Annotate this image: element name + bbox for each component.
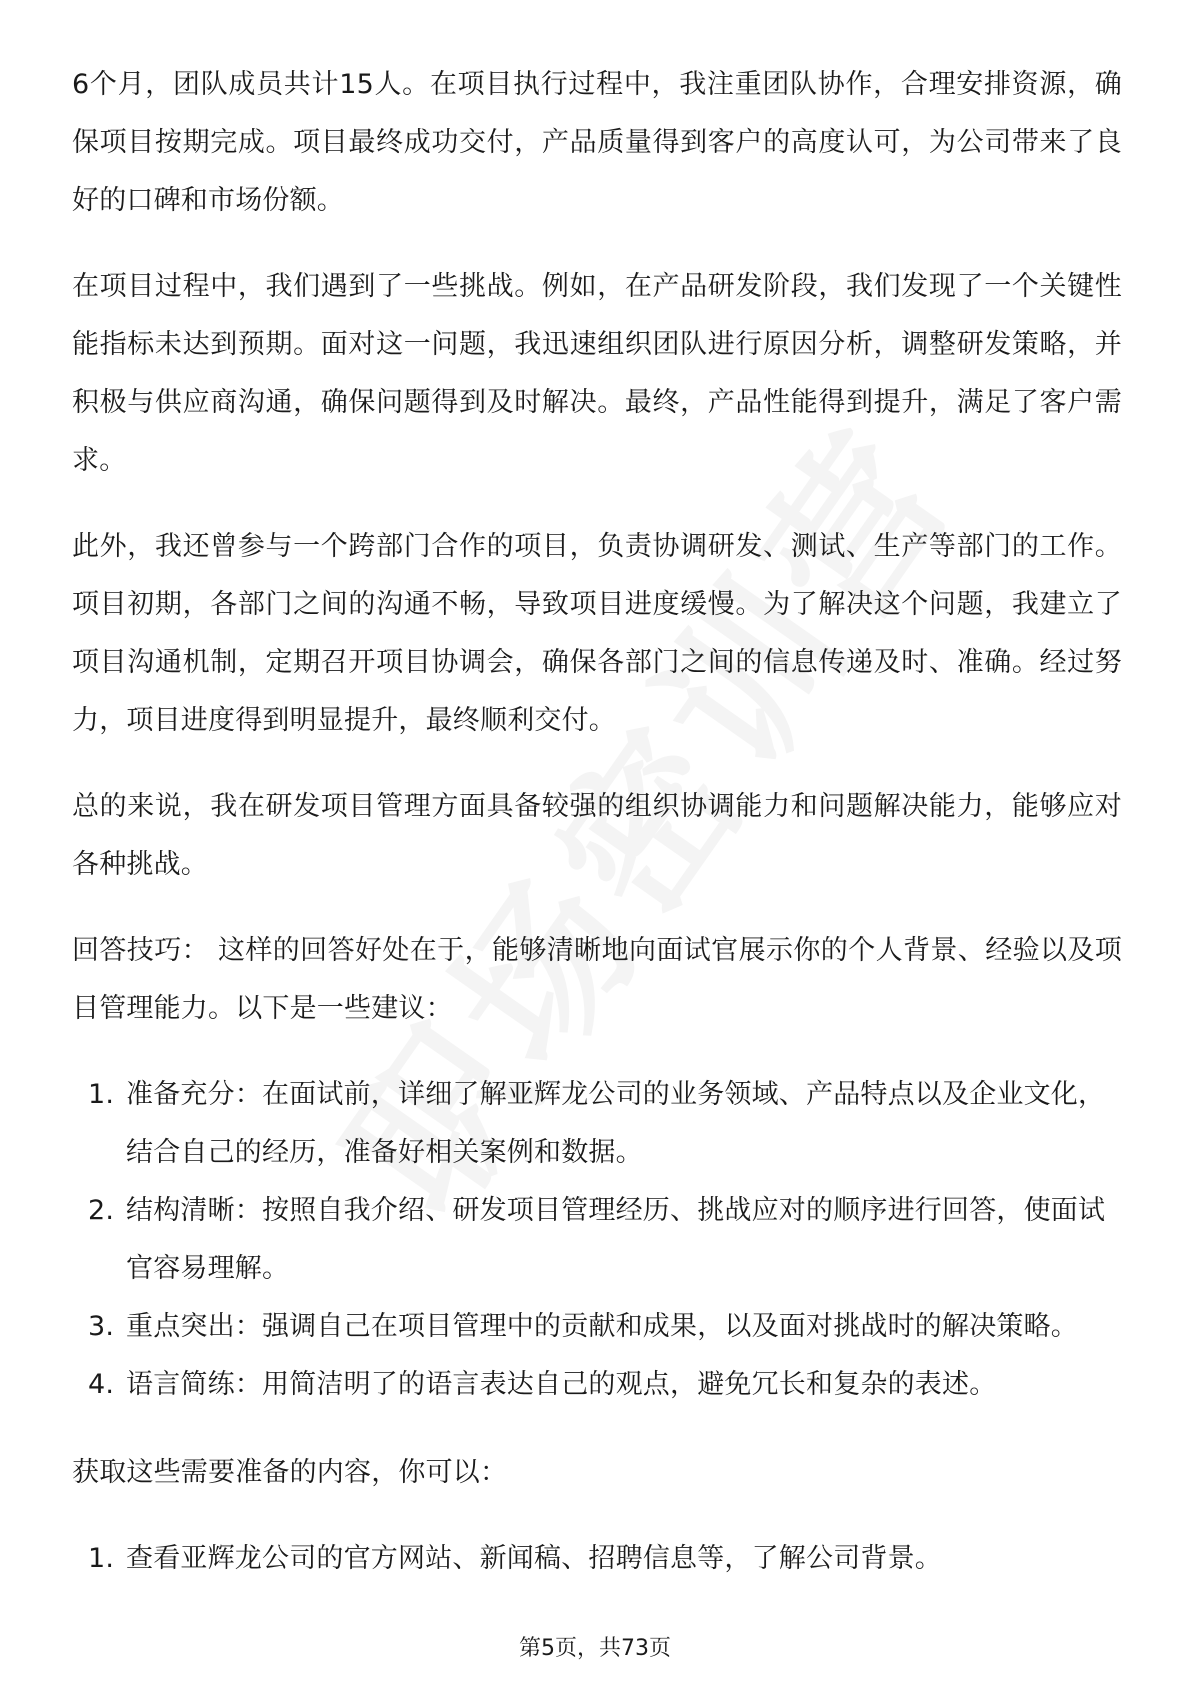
document-body (72, 56, 1122, 1618)
list-item-text: 语言简练：用简洁明了的语言表达自己的观点，避免冗长和复杂的表述。 (126, 1369, 997, 1400)
list-number: 4. (88, 1369, 115, 1400)
list-number: 1. (88, 1079, 115, 1110)
list-number: 1. (88, 1543, 115, 1574)
list-item (72, 1182, 1122, 1298)
list-item (72, 1356, 1122, 1414)
paragraph-conclusion: 总的来说，我在研发项目管理方面具备较强的组织协调能力和问题解决能力，能够应对各种挑战。 (72, 791, 1122, 880)
list-item (72, 1530, 1122, 1588)
list-item-text: 查看亚辉龙公司的官方网站、新闻稿、招聘信息等，了解公司背景。 (126, 1543, 942, 1574)
list-number: 2. (88, 1195, 115, 1226)
list-item-text: 重点突出：强调自己在项目管理中的贡献和成果，以及面对挑战时的解决策略。 (126, 1311, 1078, 1342)
paragraph-project-summary: 6个月，团队成员共计15人。在项目执行过程中，我注重团队协作，合理安排资源，确保项目按期完成。项目最终成功交付，产品质量得到客户的高度认可，为公司带来了良好的口碑和市场份额。 (72, 69, 1122, 216)
list-number: 3. (88, 1311, 115, 1342)
list-item-text: 准备充分：在面试前，详细了解亚辉龙公司的业务领域、产品特点以及企业文化，结合自己的经历，准备好相关案例和数据。 (126, 1079, 1106, 1168)
tips-list (72, 1066, 1122, 1414)
list-item (72, 1066, 1122, 1182)
list-item (72, 1298, 1122, 1356)
list-item-text: 结构清晰：按照自我介绍、研发项目管理经历、挑战应对的顺序进行回答，使面试官容易理解。 (126, 1195, 1106, 1284)
paragraph-challenges: 在项目过程中，我们遇到了一些挑战。例如，在产品研发阶段，我们发现了一个关键性能指标未达到预期。面对这一问题，我迅速组织团队进行原因分析，调整研发策略，并积极与供应商沟通，确保问题得到及时解决。最终，产品性能得到提升，满足了客户需求。 (72, 271, 1122, 476)
prep-list (72, 1530, 1122, 1588)
paragraph-cross-department: 此外，我还曾参与一个跨部门合作的项目，负责协调研发、测试、生产等部门的工作。项目初期，各部门之间的沟通不畅，导致项目进度缓慢。为了解决这个问题，我建立了项目沟通机制，定期召开项目协调会，确保各部门之间的信息传递及时、准确。经过努力，项目进度得到明显提升，最终顺利交付。 (72, 531, 1122, 736)
paragraph-answer-tips: 回答技巧： 这样的回答好处在于，能够清晰地向面试官展示你的个人背景、经验以及项目管理能力。以下是一些建议： (72, 935, 1122, 1024)
paragraph-prep-intro: 获取这些需要准备的内容，你可以： (72, 1457, 508, 1488)
page-footer: 第5页，共73页 (519, 1636, 671, 1661)
